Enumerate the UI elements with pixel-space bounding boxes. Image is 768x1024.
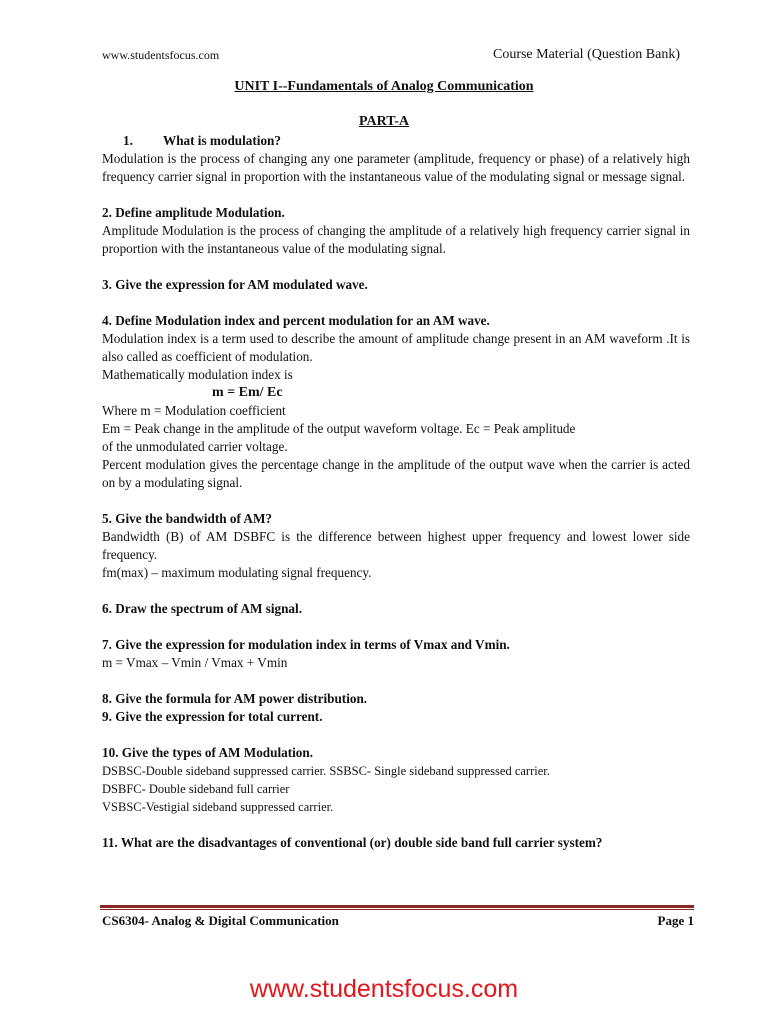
answer-1: Modulation is the process of changing any one parameter (amplitude, frequency or phase) of a relatively high frequency carrier signal in proportion with the instantaneous value of the modulating signal or message signal.: [102, 151, 690, 184]
answer-4-line-1: Modulation index is a term used to describe the amount of amplitude change present in an AM waveform .It is also called as coefficient of modulation.: [102, 331, 690, 364]
answer-4-line-4: Em = Peak change in the amplitude of the output waveform voltage. Ec = Peak amplitude: [102, 421, 576, 436]
question-bank: [102, 132, 690, 852]
footer-page-number: Page 1: [657, 913, 694, 928]
watermark-site-link[interactable]: www.studentsfocus.com: [249, 975, 519, 1003]
modulation-index-formula: m = Em/ Ec: [212, 385, 283, 400]
unit-title: UNIT I--Fundamentals of Analog Communication: [234, 79, 534, 94]
question-1-text: What is modulation?: [163, 133, 281, 148]
answer-2: Amplitude Modulation is the process of changing the amplitude of a relatively high frequency carrier signal in proportion with the instantaneous value of the modulating signal.: [102, 223, 690, 256]
header-course-material: Course Material (Question Bank): [492, 47, 680, 62]
question-1: [102, 132, 690, 150]
answer-10-line-3: VSBSC-Vestigial sideband suppressed carrier.: [102, 800, 334, 814]
answer-5-line-2: fm(max) – maximum modulating signal frequency.: [102, 565, 372, 580]
answer-5-line-1: Bandwidth (B) of AM DSBFC is the difference between highest upper frequency and lowest lower side frequency.: [102, 529, 690, 562]
question-5: 5. Give the bandwidth of AM?: [102, 511, 272, 526]
header-site: www.studentsfocus.com: [102, 48, 220, 62]
question-7: 7. Give the expression for modulation index in terms of Vmax and Vmin.: [102, 637, 510, 652]
answer-4-line-3: Where m = Modulation coefficient: [102, 403, 286, 418]
question-9: 9. Give the expression for total current.: [102, 709, 323, 724]
question-4: 4. Define Modulation index and percent modulation for an AM wave.: [102, 313, 490, 328]
answer-4-line-5: of the unmodulated carrier voltage.: [102, 439, 288, 454]
answer-4-line-6: Percent modulation gives the percentage change in the amplitude of the output wave when the carrier is acted on by a modulating signal.: [102, 457, 690, 490]
part-title: PART-A: [358, 114, 410, 129]
question-11: 11. What are the disadvantages of conventional (or) double side band full carrier system?: [102, 835, 603, 850]
footer-course-code: CS6304- Analog & Digital Communication: [102, 913, 339, 928]
question-8: 8. Give the formula for AM power distribution.: [102, 691, 368, 706]
question-3: 3. Give the expression for AM modulated wave.: [102, 277, 368, 292]
question-6: 6. Draw the spectrum of AM signal.: [102, 601, 302, 616]
question-2: 2. Define amplitude Modulation.: [102, 205, 285, 220]
footer-rule-thick: [100, 905, 694, 908]
question-10: 10. Give the types of AM Modulation.: [102, 745, 313, 760]
answer-10-line-1: DSBSC-Double sideband suppressed carrier. SSBSC- Single sideband suppressed carrier.: [102, 764, 550, 778]
answer-7: m = Vmax – Vmin / Vmax + Vmin: [102, 655, 288, 670]
question-1-number: 1.: [123, 133, 133, 148]
answer-10-line-2: DSBFC- Double sideband full carrier: [102, 782, 290, 796]
footer-rule-thin: [100, 909, 694, 910]
answer-4-line-2: Mathematically modulation index is: [102, 367, 293, 382]
